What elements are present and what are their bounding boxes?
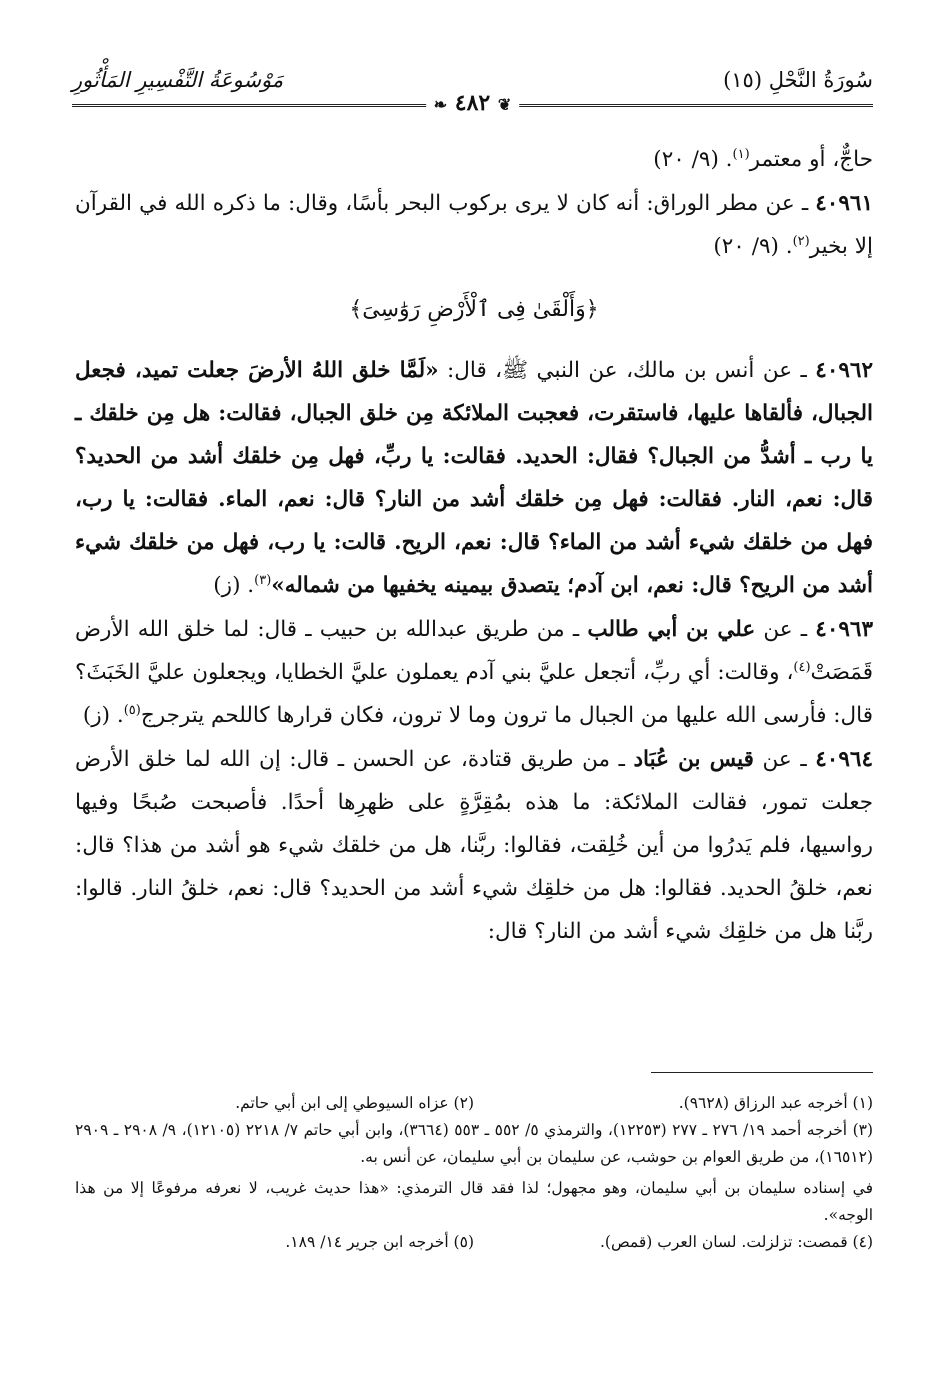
footnotes — [75, 1090, 873, 1256]
paragraph-text: ـ عن — [753, 747, 816, 772]
surah-title: سُورَةُ النَّحْلِ (١٥) — [723, 68, 873, 92]
footnote-row — [75, 1090, 873, 1117]
paragraph-text: حاجٌّ، أو معتمر — [749, 147, 873, 172]
footnote-ref: (٤) — [793, 659, 811, 675]
paragraph-text: ـ عن — [755, 617, 816, 642]
paragraph-40963 — [75, 608, 873, 737]
paragraph-tail: . (ز) — [213, 573, 255, 598]
page-number: ٤٨٢ — [454, 90, 491, 116]
footnote-ref: (٥) — [123, 702, 141, 718]
footnote-3-note: في إسناده سليمان بن أبي سليمان، وهو مجهول؛ لذا فقد قال الترمذي: «هذا حديث غريب، لا نعرفه مرفوعًا إلا من هذا الوجه». — [75, 1179, 873, 1224]
page-header — [72, 66, 873, 118]
page-number-block — [426, 90, 520, 116]
paragraph — [75, 138, 873, 181]
ornament-icon: ❦ — [497, 95, 512, 114]
athar-number: ٤٠٩٦٣ — [815, 617, 874, 642]
footnote-row — [75, 1229, 873, 1256]
paragraph-text: ـ عن مطر الوراق: أنه كان لا يرى بركوب البحر بأسًا، وقال: ما ذكره الله في القرآن إلا بخير — [75, 191, 873, 259]
paragraph-text: ـ من طريق عبدالله بن حبيب ـ قال: لما خلق الله الأرض قَمَصَتْ — [75, 617, 873, 685]
athar-number: ٤٠٩٦١ — [815, 191, 873, 216]
paragraph-tail: . (٩/ ٢٠) — [713, 234, 793, 259]
hadith-quote: «لَمَّا خلق اللهُ الأرضَ جعلت تميد، فجعل الجبال، فألقاها عليها، فاستقرت، فعجبت الملائكة مِن خلق الجبال، فقالت: هل مِن خلقك ـ يا رب ـ أشدُّ من الجبال؟ فقال: الحديد. فقالت: يا ربِّ، فهل مِن خلقك أشد من الحديد؟ قال: نعم، النار. فقالت: فهل مِن خلقك أشد من النار؟ قال: نعم، الماء. فقالت: يا رب، فهل من خلقك شيء أشد من الماء؟ قال: نعم، الريح. قالت: يا رب، فهل من خلقك شيء أشد من الريح؟ قال: نعم، ابن آدم؛ يتصدق بيمينه يخفيها من شماله» — [75, 358, 873, 598]
footnote-2: (٢) عزاه السيوطي إلى ابن أبي حاتم. — [235, 1094, 474, 1112]
paragraph-text: ـ من طريق قتادة، عن الحسن ـ قال: إن الله لما خلق الأرض جعلت تمور، فقالت الملائكة: ما هذه بمُقِرَّةٍ على ظهرِها أحدًا. فأصبحت صُبحًا وفيها رواسيها، فلم يَدرُوا من أين خُلِقت، فقالوا: ربَّنا، هل من خلقك شيء هو أشد من هذا؟ قال: نعم، خلقُ الحديد. فقالوا: هل من خلقِك شيء أشد من الحديد؟ قال: نعم، خلقُ النار. قالوا: ربَّنا هل من خلقِك شيء أشد من النار؟ قال: — [75, 747, 873, 944]
paragraph-tail: . (ز) — [82, 703, 124, 728]
footnote-ref: (٢) — [792, 233, 810, 249]
footnote-ref: (١) — [732, 146, 750, 162]
footnote-separator — [651, 1072, 873, 1073]
narrator-name: قيس بن عُبَاد — [633, 747, 754, 772]
main-text — [75, 138, 873, 954]
footnote-1: (١) أخرجه عبد الرزاق (٩٦٢٨). — [678, 1094, 873, 1112]
paragraph-40961 — [75, 182, 873, 268]
book-title: مَوْسُوعَةُ التَّفْسِيرِ المَأْثُورِ — [72, 68, 284, 92]
athar-number: ٤٠٩٦٤ — [815, 747, 873, 772]
paragraph-40964 — [75, 738, 873, 953]
footnote-3: (٣) أخرجه أحمد ١٩/ ٢٧٦ ـ ٢٧٧ (١٢٢٥٣)، والترمذي ٥/ ٥٥٢ ـ ٥٥٣ (٣٦٦٤)، وابن أبي حاتم ٧/ ٢٢١٨ (١٢١٠٥)، ٩/ ٢٩٠٨ ـ ٢٩٠٩ (١٦٥١٢)، من طريق العوام بن حوشب، عن سليمان بن أبي سليمان، عن أنس به. — [75, 1121, 874, 1166]
paragraph-text: ـ عن أنس بن مالك، عن النبي ﷺ، قال: — [438, 358, 816, 383]
ornament-icon: ❧ — [433, 95, 448, 114]
footnote-4: (٤) قمصت: تزلزلت. لسان العرب (قمص). — [599, 1233, 873, 1251]
paragraph-text: ، وقالت: أي ربِّ، أتجعل عليَّ بني آدم يعملون عليَّ الخطايا، ويجعلون عليَّ الخَبَثَ؟ قال: فأرسى الله عليها من الجبال ما ترون وما لا ترون، فكان قرارها كاللحم يترجرج — [75, 660, 873, 728]
footnote-ref: (٣) — [254, 572, 272, 588]
paragraph-40962 — [75, 349, 873, 607]
narrator-name: علي بن أبي طالب — [587, 617, 756, 642]
quran-verse-heading: ﴿وَأَلْقَىٰ فِى ٱلْأَرْضِ رَوَٰسِىَ﴾ — [349, 297, 599, 322]
paragraph-tail: . (٩/ ٢٠) — [653, 147, 733, 172]
athar-number: ٤٠٩٦٢ — [815, 358, 874, 383]
footnote-5: (٥) أخرجه ابن جرير ١٤/ ١٨٩. — [285, 1233, 474, 1251]
